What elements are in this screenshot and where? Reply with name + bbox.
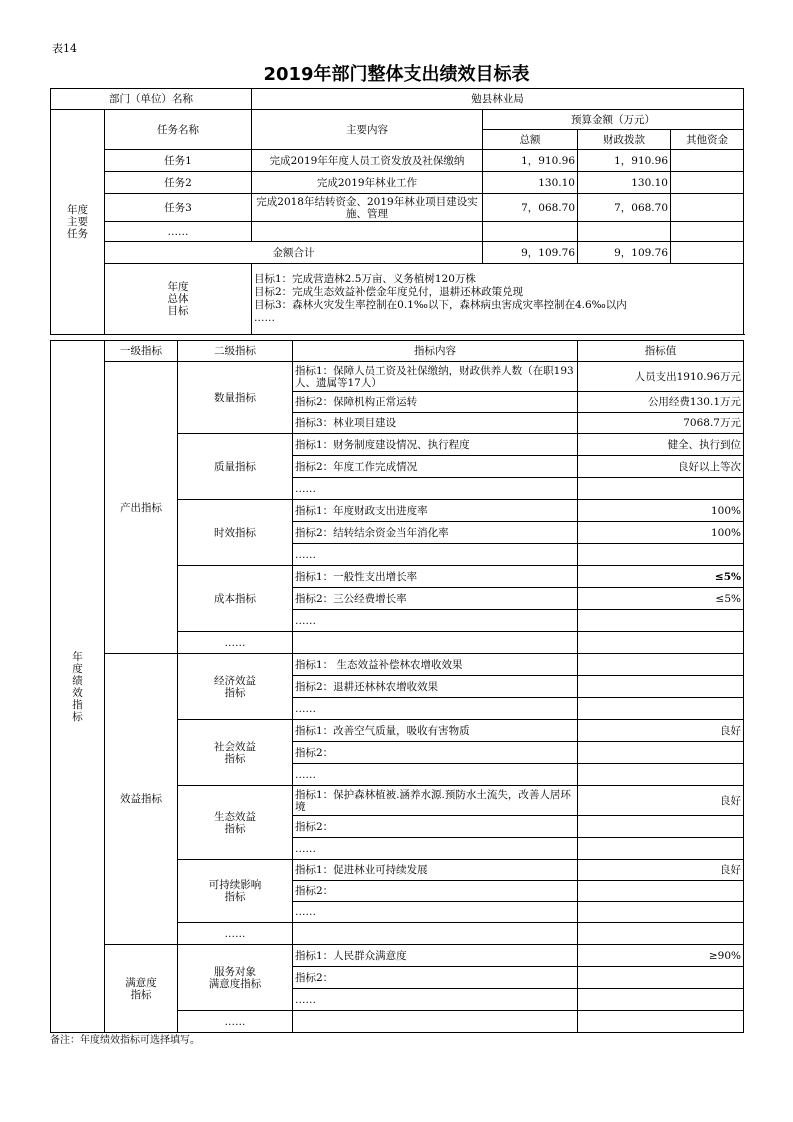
value-header: 指标值 — [578, 341, 744, 362]
indicator-value — [578, 989, 744, 1011]
task-other — [671, 172, 744, 194]
task-total: 7，068.70 — [483, 194, 578, 222]
task-other — [671, 194, 744, 222]
benefit-indicators-label: 效益指标 — [105, 654, 178, 945]
indicator-content: 指标2：年度工作完成情况 — [293, 456, 578, 478]
indicator-content — [293, 632, 578, 654]
indicator-value — [578, 632, 744, 654]
performance-indicators-label: 年 度 绩 效 指 标 — [51, 341, 105, 1033]
indicator-content — [293, 1011, 578, 1033]
indicator-content: 指标2：结转结余资金当年消化率 — [293, 522, 578, 544]
indicator-content: 指标2： — [293, 881, 578, 902]
task-total: 130.10 — [483, 172, 578, 194]
indicator-content: …… — [293, 838, 578, 860]
task-name: 任务1 — [105, 150, 252, 172]
goal-line: …… — [254, 312, 275, 324]
indicator-content: 指标1：改善空气质量，吸收有害物质 — [293, 720, 578, 742]
indicator-content: 指标2：保障机构正常运转 — [293, 392, 578, 413]
indicator-value — [578, 1011, 744, 1033]
level1-header: 一级指标 — [105, 341, 178, 362]
more-output-indicators: …… — [178, 632, 293, 654]
task-row — [51, 172, 744, 194]
indicator-value — [578, 881, 744, 902]
output-indicators-label: 产出指标 — [105, 362, 178, 654]
task-name: …… — [105, 222, 252, 242]
indicator-value: ≤5% — [578, 566, 744, 588]
task-content: 完成2019年林业工作 — [252, 172, 483, 194]
indicator-value: 人员支出1910.96万元 — [578, 362, 744, 392]
indicator-value — [578, 654, 744, 676]
budget-header: 预算金额（万元） — [483, 110, 744, 130]
table-number-label: 表14 — [52, 42, 77, 55]
indicator-content: 指标1：保护森林植被.涵养水源.预防水土流失，改善人居环境 — [293, 786, 578, 816]
indicator-value: 7068.7万元 — [578, 413, 744, 434]
task-name: 任务3 — [105, 194, 252, 222]
dept-row — [51, 89, 744, 110]
economic-benefit-label: 经济效益 指标 — [178, 654, 293, 720]
fiscal-header: 财政拨款 — [578, 130, 671, 150]
indicator-content: 指标1：一般性支出增长率 — [293, 566, 578, 588]
annual-tasks-label: 年度 主要 任务 — [51, 110, 105, 335]
task-content: 完成2019年年度人员工资发放及社保缴纳 — [252, 150, 483, 172]
task-row — [51, 222, 744, 242]
task-content: 完成2018年结转资金、2019年林业项目建设实施、管理 — [252, 194, 483, 222]
indicator-row — [51, 362, 744, 392]
task-row — [51, 150, 744, 172]
total-header: 总额 — [483, 130, 578, 150]
indicator-value: 良好 — [578, 786, 744, 816]
indicator-content — [293, 923, 578, 945]
task-row — [51, 194, 744, 222]
other-header: 其他资金 — [671, 130, 744, 150]
task-content — [252, 222, 483, 242]
indicator-value — [578, 610, 744, 632]
indicator-content: 指标1：年度财政支出进度率 — [293, 500, 578, 522]
more-satisfaction-indicators: …… — [178, 1011, 293, 1033]
tasks-table — [50, 88, 744, 335]
indicator-row — [51, 654, 744, 676]
task-other — [671, 222, 744, 242]
indicator-content: 指标3：林业项目建设 — [293, 413, 578, 434]
indicator-value: 健全、执行到位 — [578, 434, 744, 456]
service-satisfaction-label: 服务对象 满意度指标 — [178, 945, 293, 1011]
indicator-content: 指标1：保障人员工资及社保缴纳，财政供养人数（在职193人、遗属等17人） — [293, 362, 578, 392]
indicator-content: 指标2：退耕还林林农增收效果 — [293, 676, 578, 698]
indicator-content: 指标2： — [293, 816, 578, 838]
indicator-content: 指标1：人民群众满意度 — [293, 945, 578, 967]
dept-label: 部门（单位）名称 — [51, 89, 252, 110]
indicator-content: 指标2：三公经费增长率 — [293, 588, 578, 610]
task-total — [483, 222, 578, 242]
satisfaction-indicators-label: 满意度 指标 — [105, 945, 178, 1033]
dept-value: 勉县林业局 — [252, 89, 744, 110]
indicator-value — [578, 816, 744, 838]
indicator-value — [578, 838, 744, 860]
indicator-value — [578, 676, 744, 698]
indicator-value — [578, 544, 744, 566]
task-fiscal: 7，068.70 — [578, 194, 671, 222]
indicator-content: 指标2： — [293, 967, 578, 989]
sum-label: 金额合计 — [105, 242, 483, 264]
indicator-content: …… — [293, 478, 578, 500]
social-benefit-label: 社会效益 指标 — [178, 720, 293, 786]
indicator-content: 指标1： 生态效益补偿林农增收效果 — [293, 654, 578, 676]
indicator-content: …… — [293, 610, 578, 632]
timeliness-indicators-label: 时效指标 — [178, 500, 293, 566]
indicator-value — [578, 698, 744, 720]
indicator-row — [51, 945, 744, 967]
sum-other — [671, 242, 744, 264]
task-name-header: 任务名称 — [105, 110, 252, 150]
indicator-value — [578, 923, 744, 945]
task-name: 任务2 — [105, 172, 252, 194]
indicator-content: 指标2： — [293, 742, 578, 764]
sustainable-impact-label: 可持续影响 指标 — [178, 860, 293, 923]
cost-indicators-label: 成本指标 — [178, 566, 293, 632]
level2-header: 二级指标 — [178, 341, 293, 362]
indicator-value: 良好 — [578, 860, 744, 881]
annual-goals-text — [252, 264, 744, 335]
indicator-value — [578, 902, 744, 923]
indicator-header-row — [51, 341, 744, 362]
task-fiscal: 1，910.96 — [578, 150, 671, 172]
indicator-content: 指标1：财务制度建设情况、执行程度 — [293, 434, 578, 456]
task-content-header: 主要内容 — [252, 110, 483, 150]
indicator-value: 良好 — [578, 720, 744, 742]
indicator-value — [578, 478, 744, 500]
page-title: 2019年部门整体支出绩效目标表 — [263, 64, 530, 85]
indicator-content: …… — [293, 764, 578, 786]
indicator-content: …… — [293, 544, 578, 566]
more-benefit-indicators: …… — [178, 923, 293, 945]
indicator-value — [578, 742, 744, 764]
indicators-table — [50, 340, 744, 1033]
content-header: 指标内容 — [293, 341, 578, 362]
goal-line: 目标2：完成生态效益补偿金年度兑付，退耕还林政策兑现 — [254, 286, 524, 298]
indicator-content: 指标1：促进林业可持续发展 — [293, 860, 578, 881]
indicator-value — [578, 967, 744, 989]
indicator-value: 100% — [578, 522, 744, 544]
indicator-content: …… — [293, 989, 578, 1011]
quantity-indicators-label: 数量指标 — [178, 362, 293, 434]
indicator-content: …… — [293, 698, 578, 720]
sum-row — [51, 242, 744, 264]
quality-indicators-label: 质量指标 — [178, 434, 293, 500]
indicator-value: ≥90% — [578, 945, 744, 967]
goals-row — [51, 264, 744, 335]
task-total: 1，910.96 — [483, 150, 578, 172]
task-fiscal — [578, 222, 671, 242]
task-fiscal: 130.10 — [578, 172, 671, 194]
indicator-value: 100% — [578, 500, 744, 522]
task-other — [671, 150, 744, 172]
task-header-row — [51, 110, 744, 130]
sum-fiscal: 9，109.76 — [578, 242, 671, 264]
indicator-value: 公用经费130.1万元 — [578, 392, 744, 413]
indicator-content: …… — [293, 902, 578, 923]
indicator-value: ≤5% — [578, 588, 744, 610]
footnote: 备注：年度绩效指标可选择填写。 — [50, 1035, 200, 1046]
goal-line: 目标1：完成营造林2.5万亩、义务植树120万株 — [254, 273, 476, 285]
ecological-benefit-label: 生态效益 指标 — [178, 786, 293, 860]
indicator-value — [578, 764, 744, 786]
annual-goals-label: 年度 总体 目标 — [105, 264, 252, 335]
indicator-value: 良好以上等次 — [578, 456, 744, 478]
goal-line: 目标3：森林火灾发生率控制在0.1‰以下，森林病虫害成灾率控制在4.6‰以内 — [254, 299, 627, 311]
sum-total: 9，109.76 — [483, 242, 578, 264]
